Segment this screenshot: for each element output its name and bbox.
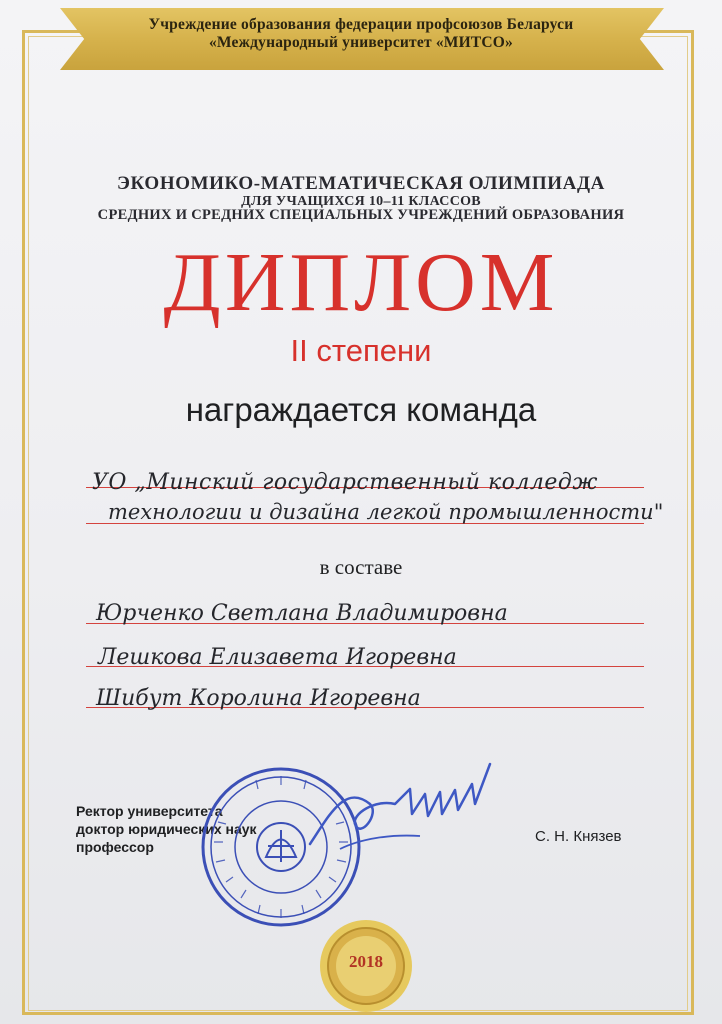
diploma-title: ДИПЛОМ <box>163 236 559 329</box>
handwritten-signature-icon <box>300 744 500 864</box>
medal-year: 2018 <box>349 952 383 971</box>
ribbon-line-institution: Учреждение образования федерации профсоюзов Беларуси <box>148 16 574 33</box>
signatory-role-line: доктор юридических наук <box>76 821 257 837</box>
awarded-text: награждается команда <box>185 391 537 428</box>
signatory-role-line: Ректор университета <box>76 803 223 819</box>
signatory-role-line: профессор <box>76 839 154 855</box>
team-member: Лешкова Елизавета Игоревна <box>98 645 457 670</box>
olympiad-institutions: СРЕДНИХ И СРЕДНИХ СПЕЦИАЛЬНЫХ УЧРЕЖДЕНИЙ ОБРАЗОВАНИЯ <box>97 207 625 223</box>
team-name-line1: УО „Минский государственный колледж <box>92 470 598 495</box>
olympiad-title: ЭКОНОМИКО-МАТЕМАТИЧЕСКАЯ ОЛИМПИАДА <box>117 173 605 194</box>
team-name-line2: технологии и дизайна легкой промышленности" <box>108 500 664 524</box>
composition-text: в составе <box>319 555 403 579</box>
diploma-degree: II степени <box>290 333 432 368</box>
ribbon-line-university: «Международный университет «МИТСО» <box>208 34 514 51</box>
team-member: Шибут Королина Игоревна <box>96 686 421 711</box>
signatory-name: С. Н. Князев <box>535 828 622 845</box>
olympiad-audience: ДЛЯ УЧАЩИХСЯ 10–11 КЛАССОВ <box>241 194 481 209</box>
team-member: Юрченко Светлана Владимировна <box>96 601 508 626</box>
